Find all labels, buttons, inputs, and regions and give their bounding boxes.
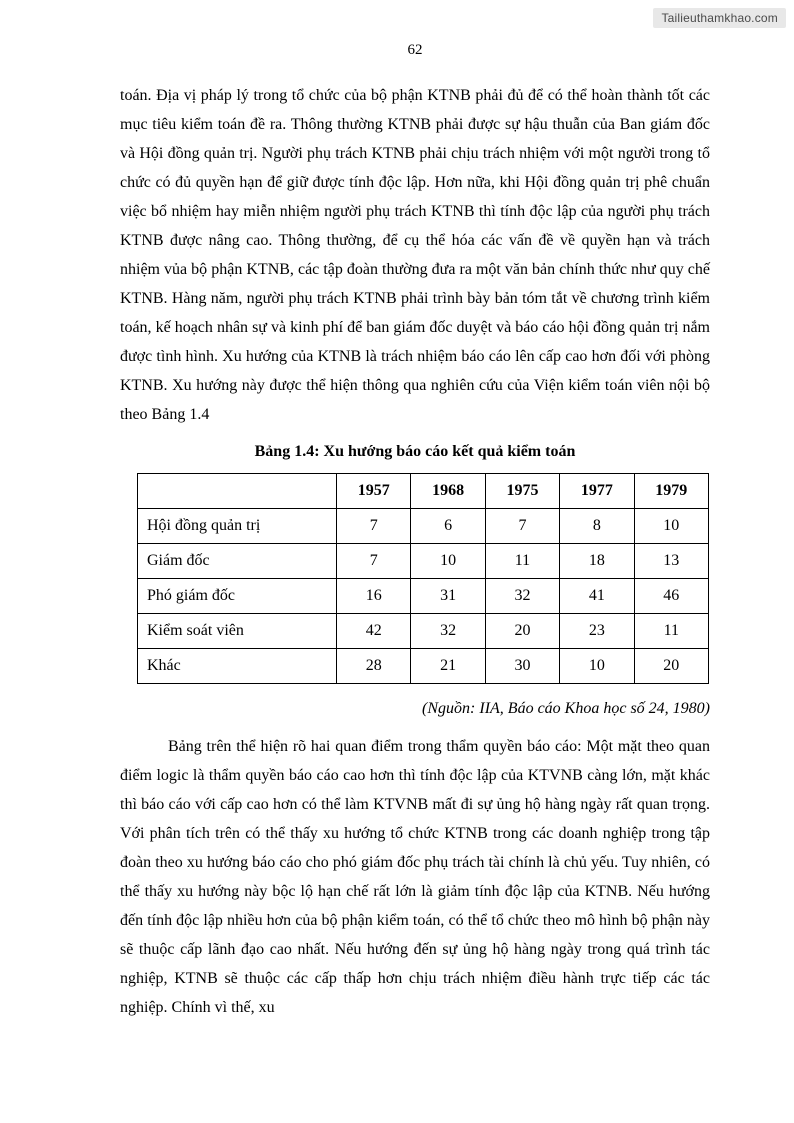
table-cell: 42 [337,614,411,649]
table-header-year: 1968 [411,474,485,509]
table-cell: 10 [411,544,485,579]
table-cell: 28 [337,649,411,684]
table-header-year: 1977 [560,474,634,509]
table-cell: 10 [560,649,634,684]
table-header-year: 1979 [634,474,708,509]
table-cell: 23 [560,614,634,649]
table-header-year: 1975 [485,474,559,509]
table-header-year: 1957 [337,474,411,509]
row-label: Hội đồng quản trị [138,509,337,544]
table-row [138,649,709,684]
paragraph-1: toán. Địa vị pháp lý trong tổ chức của bộ phận KTNB phải đủ để có thể hoàn thành tốt các mục tiêu kiểm toán đề ra. Thông thường KTNB phải được sự hậu thuẫn của Ban giám đốc và Hội đồng quản trị. Người phụ trách KTNB phải chịu trách nhiệm với một người trong tổ chức có đủ quyền hạn để giữ được tính độc lập. Hơn nữa, khi Hội đồng quản trị phê chuẩn việc bổ nhiệm hay miễn nhiệm người phụ trách KTNB thì tính độc lập của người phụ trách KTNB được nâng cao. Thông thường, để cụ thể hóa các vấn đề về quyền hạn và trách nhiệm vủa bộ phận KTNB, các tập đoàn thường đưa ra một văn bản chính thức như quy chế KTNB. Hàng năm, người phụ trách KTNB phải trình bày bản tóm tắt về chương trình kiểm toán, kế hoạch nhân sự và kinh phí để ban giám đốc duyệt và báo cáo hội đồng quản trị nắm được tình hình. Xu hướng của KTNB là trách nhiệm báo cáo lên cấp cao hơn đối với phòng KTNB. Xu hướng này được thể hiện thông qua nghiên cứu của Viện kiểm toán viên nội bộ theo Bảng 1.4 [120,87,710,423]
table-cell: 16 [337,579,411,614]
table-cell: 6 [411,509,485,544]
table-cell: 30 [485,649,559,684]
table-cell: 46 [634,579,708,614]
watermark: Tailieuthamkhao.com [653,8,786,28]
table-row [138,509,709,544]
table-cell: 7 [337,544,411,579]
table-cell: 13 [634,544,708,579]
report-trend-table [137,473,709,684]
row-label: Phó giám đốc [138,579,337,614]
table-cell: 7 [337,509,411,544]
table-cell: 21 [411,649,485,684]
table-cell: 8 [560,509,634,544]
paragraph-2: Bảng trên thể hiện rõ hai quan điểm trong thẩm quyền báo cáo: Một mặt theo quan điểm logic là thẩm quyền báo cáo cao hơn thì tính độc lập của KTVNB càng lớn, mặt khác thì báo cáo với cấp cao hơn có thể làm KTVNB mất đi sự ủng hộ hàng ngày rất quan trọng. Với phân tích trên có thể thấy xu hướng tổ chức KTNB trong các doanh nghiệp trong tập đoàn theo xu hướng báo cáo cho phó giám đốc phụ trách tài chính là chủ yếu. Tuy nhiên, có thể thấy xu hướng này bộc lộ hạn chế rất lớn là giảm tính độc lập của KTNB. Nếu hướng đến tính độc lập nhiều hơn của bộ phận kiểm toán, có thể tổ chức theo mô hình bộ phận này sẽ thuộc cấp lãnh đạo cao nhất. Nếu hướng đến sự ủng hộ hàng ngày trong quá trình tác nghiệp, KTNB sẽ thuộc các cấp thấp hơn chịu trách nhiệm điều hành trực tiếp các tác nghiệp. Chính vì thế, xu [120,738,710,1016]
table-cell: 41 [560,579,634,614]
table-cell: 10 [634,509,708,544]
table-cell: 7 [485,509,559,544]
table-header-empty [138,474,337,509]
table-cell: 18 [560,544,634,579]
table-row [138,614,709,649]
table-cell: 31 [411,579,485,614]
table-cell: 20 [485,614,559,649]
row-label: Giám đốc [138,544,337,579]
table-row [138,579,709,614]
page-number: 62 [407,42,423,58]
document-page [120,42,710,1022]
table-title: Bảng 1.4: Xu hướng báo cáo kết quả kiểm toán [254,443,576,460]
table-source-note: (Nguồn: IIA, Báo cáo Khoa học số 24, 1980) [422,700,710,717]
table-row [138,544,709,579]
table-cell: 11 [634,614,708,649]
table-cell: 32 [411,614,485,649]
table-cell: 20 [634,649,708,684]
table-cell: 32 [485,579,559,614]
row-label: Khác [138,649,337,684]
table-header-row [138,474,709,509]
table-cell: 11 [485,544,559,579]
row-label: Kiểm soát viên [138,614,337,649]
